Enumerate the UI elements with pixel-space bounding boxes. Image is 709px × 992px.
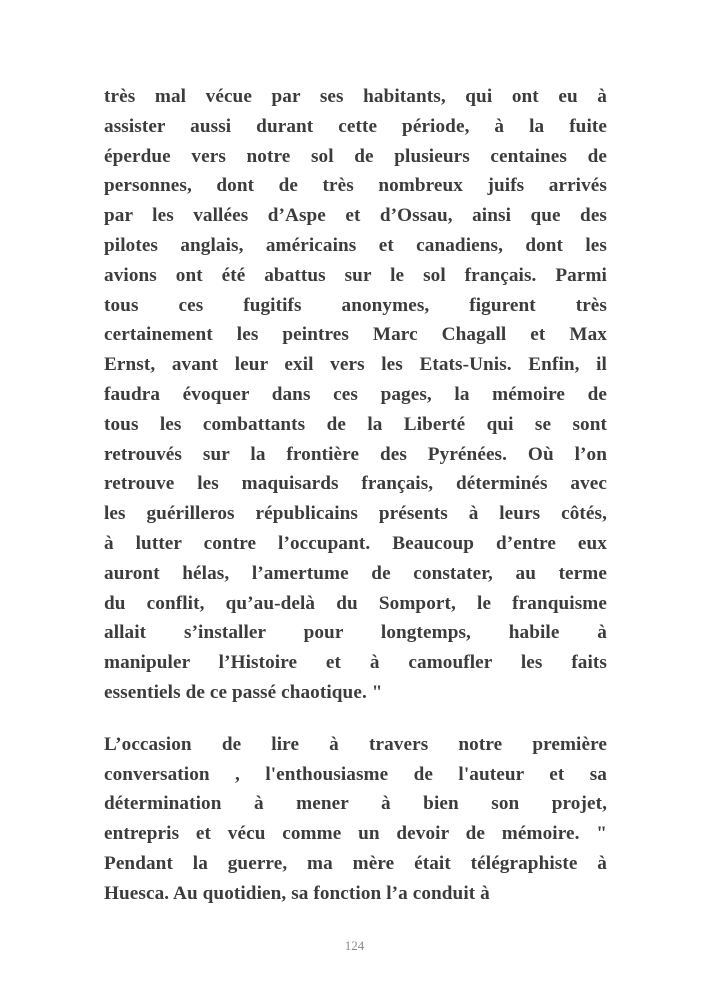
text-line: pilotes anglais, américains et canadiens, dont les — [104, 234, 607, 256]
text-line: entrepris et vécu comme un devoir de mémoire. " — [104, 823, 607, 845]
text-line: très mal vécue par ses habitants, qui ont eu à — [104, 86, 607, 107]
text-line: conversation , l'enthousiasme de l'auteur et sa — [104, 763, 607, 785]
text-line: personnes, dont de très nombreux juifs arrivés — [104, 175, 607, 197]
text-line: détermination à mener à bien son projet, — [104, 793, 607, 815]
text-line: Pendant la guerre, ma mère était télégraphiste à — [104, 852, 607, 874]
text-line: par les vallées d’Aspe et d’Ossau, ainsi que des — [104, 205, 607, 227]
text-line: assister aussi durant cette période, à la fuite — [104, 115, 607, 137]
text-line: auront hélas, l’amertume de constater, au terme — [104, 562, 607, 584]
text-line: du conflit, qu’au-delà du Somport, le franquisme — [104, 592, 607, 614]
text-block — [104, 82, 607, 909]
page-number: 124 — [344, 938, 365, 953]
text-line: L’occasion de lire à travers notre première — [104, 733, 607, 755]
text-line: à lutter contre l’occupant. Beaucoup d’entre eux — [104, 532, 607, 554]
text-line: éperdue vers notre sol de plusieurs centaines de — [104, 145, 607, 167]
text-line: retrouve les maquisards français, déterminés avec — [104, 473, 607, 495]
text-line: avions ont été abattus sur le sol français. Parmi — [104, 264, 607, 286]
text-line: allait s’installer pour longtemps, habile à — [104, 622, 607, 644]
text-line: tous les combattants de la Liberté qui se sont — [104, 413, 607, 435]
text-line: les guérilleros républicains présents à leurs côtés, — [104, 503, 607, 525]
text-line: tous ces fugitifs anonymes, figurent très — [104, 294, 607, 316]
paragraph — [104, 730, 607, 909]
text-line: Huesca. Au quotidien, sa fonction l’a conduit à — [104, 882, 490, 904]
text-line: essentiels de ce passé chaotique. " — [104, 681, 383, 703]
text-line: manipuler l’Histoire et à camoufler les faits — [104, 652, 607, 674]
text-line: faudra évoquer dans ces pages, la mémoire de — [104, 383, 607, 405]
paragraph — [104, 82, 607, 708]
text-line: Ernst, avant leur exil vers les Etats-Unis. Enfin, il — [104, 354, 607, 376]
text-line: retrouvés sur la frontière des Pyrénées. Où l’on — [104, 443, 607, 465]
text-line: certainement les peintres Marc Chagall et Max — [104, 324, 607, 346]
